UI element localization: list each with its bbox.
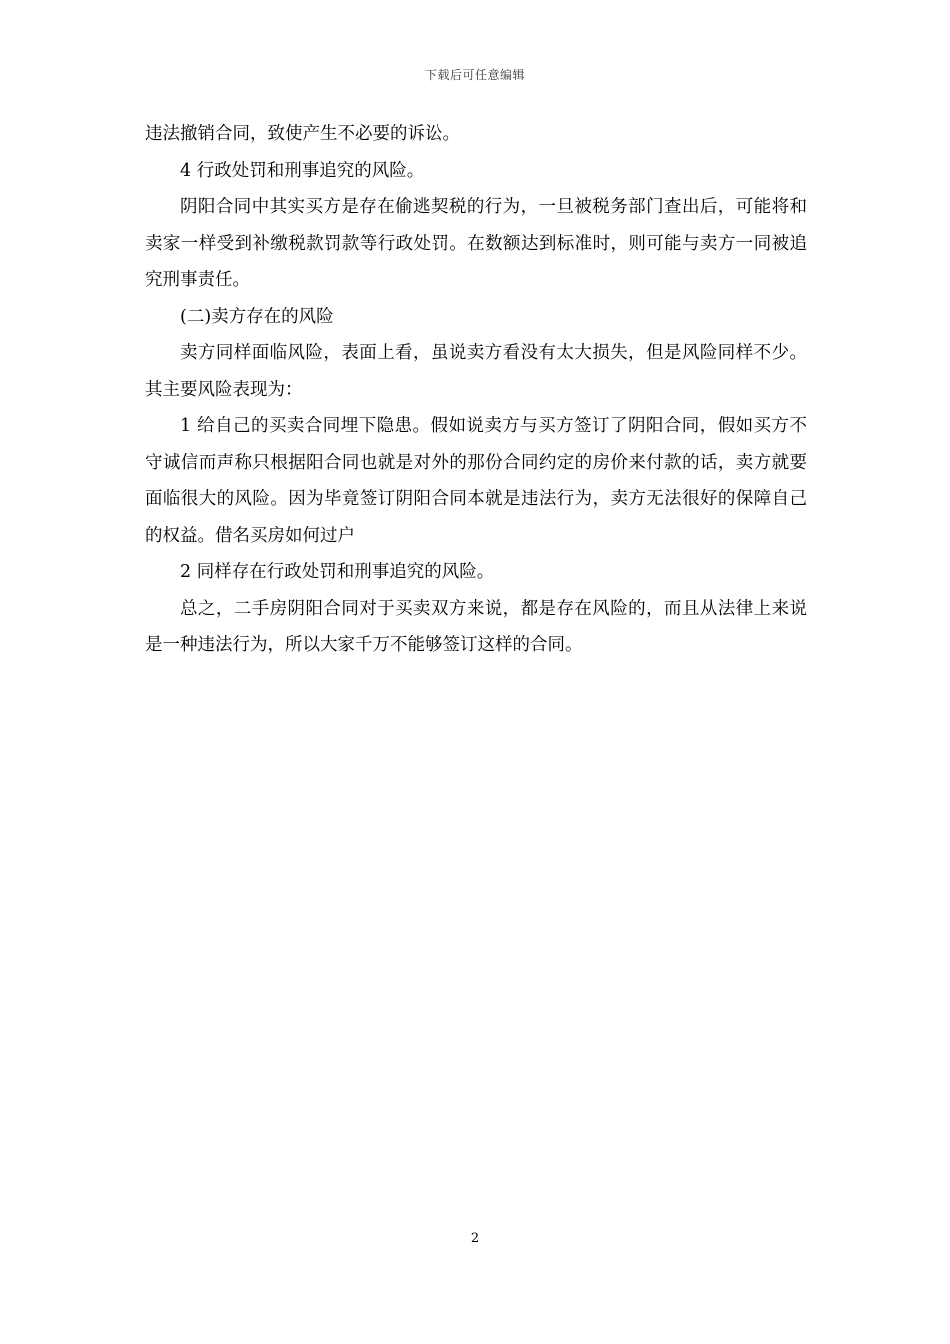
document-body <box>145 116 807 664</box>
paragraph: 4 行政处罚和刑事追究的风险。 <box>180 160 425 181</box>
page-header: 下载后可任意编辑 <box>424 68 525 82</box>
paragraph: 1 给自己的买卖合同埋下隐患。假如说卖方与买方签订了阴阳合同，假如买方不守诚信而声称只根据阳合同也就是对外的那份合同约定的房价来付款的话，卖方就要面临很大的风险。因为毕竟签订阴阳合同本就是违法行为，卖方无法很好的保障自己的权益。借名买房如何过户 <box>145 416 807 546</box>
paragraph: 2 同样存在行政处罚和刑事追究的风险。 <box>180 562 495 582</box>
page-number: 2 <box>470 1231 480 1246</box>
paragraph: 卖方同样面临风险，表面上看，虽说卖方看没有太大损失，但是风险同样不少。其主要风险表现为： <box>145 343 807 400</box>
paragraph: 总之，二手房阴阳合同对于买卖双方来说，都是存在风险的，而且从法律上来说是一种违法行为，所以大家千万不能够签订这样的合同。 <box>145 598 807 655</box>
paragraph: 阴阳合同中其实买方是存在偷逃契税的行为，一旦被税务部门查出后，可能将和卖家一样受到补缴税款罚款等行政处罚。在数额达到标准时，则可能与卖方一同被追究刑事责任。 <box>145 197 807 290</box>
section-heading: (二)卖方存在的风险 <box>180 306 334 327</box>
paragraph: 违法撤销合同，致使产生不必要的诉讼。 <box>145 124 460 144</box>
